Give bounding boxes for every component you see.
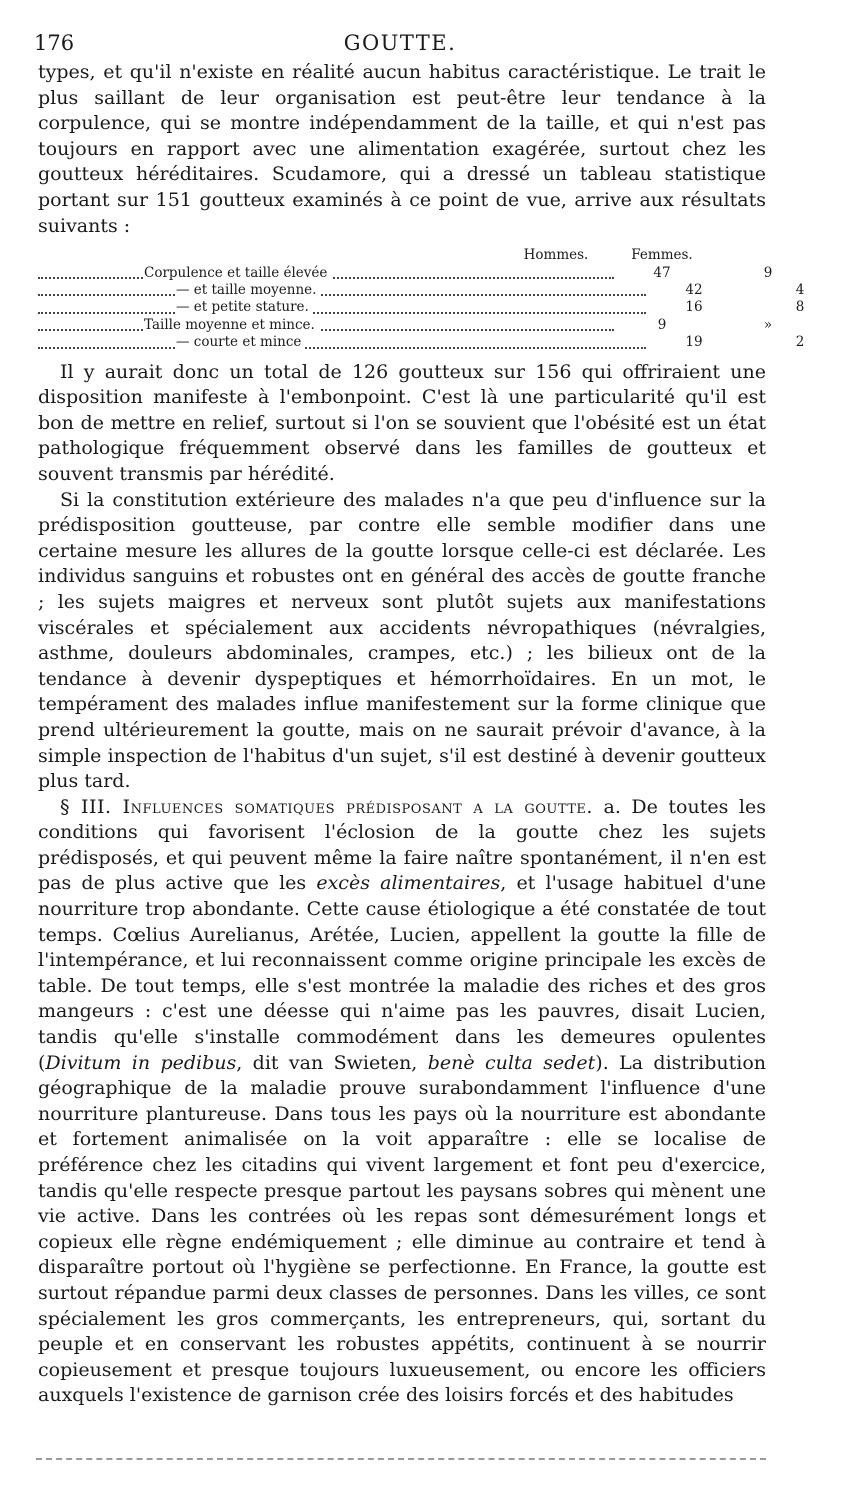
row-label: — et petite stature.	[176, 299, 313, 315]
page-number: 176	[34, 31, 75, 55]
column-header-men: Hommes.	[523, 247, 589, 264]
row-men-value: 42	[685, 281, 703, 298]
body-text	[38, 60, 805, 1409]
row-men-value: 16	[685, 299, 703, 316]
latin-quote: benè culta sedet	[427, 1051, 596, 1074]
running-title: GOUTTE.	[343, 31, 457, 55]
table-row	[38, 334, 805, 351]
paragraph-1: types, et qu'il n'existe en réalité aucun habitus caractéristique. Le trait le plus saillant de leur organisation est peut-être leur tendance à la corpulence, qui se montre indépendamment de la taille, et qui n'est pas toujours en rapport avec une alimentation exagérée, surtout chez les goutteux héréditaires. Scudamore, qui a dressé un tableau statistique portant sur 151 goutteux examinés à ce point de vue, arrive aux résultats suivants :	[38, 61, 766, 237]
footer-dashed-rule	[36, 1458, 766, 1460]
table-row	[38, 281, 805, 299]
emphasis: excès alimentaires	[316, 872, 501, 895]
column-header-women: Femmes.	[631, 247, 693, 264]
row-women-value: 9	[763, 264, 773, 281]
row-label: — courte et mince	[176, 334, 305, 350]
section-heading: § III. Influences somatiques prédisposant a la goutte.	[60, 795, 593, 818]
statistics-table-header	[38, 247, 766, 264]
row-women-value: 2	[795, 334, 805, 351]
row-men-value: 19	[685, 334, 703, 351]
table-row	[38, 299, 805, 316]
statistics-table	[38, 247, 805, 351]
paragraph-4: § III. Influences somatiques prédisposant a la goutte. a. De toutes les conditions qui favorisent l'éclosion de la goutte chez les sujets prédisposés, et qui peuvent même la faire naître spontanément, il n'en est pas de plus active que les excès alimentaires, et l'usage habituel d'une nourriture trop abondante. Cette cause étiologique a été constatée de tout temps. Cœlius Aurelianus, Arétée, Lucien, appellent la goutte la fille de l'intempérance, et lui reconnaissent comme origine principale les excès de table. De tout temps, elle s'est montrée la maladie des riches et des gros mangeurs : c'est une déesse qui n'aime pas les pauvres, disait Lucien, tandis qu'elle s'installe commodément dans les demeures opulentes (Divitum in pedibus, dit van Swieten, benè culta sedet). La distribution géographique de la maladie prouve surabondamment l'influence d'une nourriture plantureuse. Dans tous les pays où la nourriture est abondante et fortement animalisée on la voit apparaître : elle se localise de préférence chez les citadins qui vivent largement et font peu d'exercice, tandis qu'elle respecte presque partout les paysans sobres qui mènent une vie active. Dans les contrées où les repas sont démesurément longs et copieux elle règne endémiquement ; elle diminue au contraire et tend à disparaître portout où l'hygiène se perfectionne. En France, la goutte est surtout répandue parmi deux classes de personnes. Dans les villes, ce sont spécialement les gros commerçants, les entrepreneurs, qui, sortant du peuple et en conservant les robustes appétits, continuent à se nourrir copieusement et presque toujours luxueusement, ou encore les officiers auxquels l'existence de garnison crée des loisirs forcés et des habitudes	[38, 795, 766, 1407]
row-men-value: 47	[653, 264, 671, 281]
row-women-value: »	[763, 316, 773, 333]
row-men-value: 9	[657, 316, 667, 333]
row-label: Taille moyenne et mince.	[144, 317, 319, 333]
page-header	[34, 30, 766, 56]
table-row	[38, 264, 773, 282]
paragraph-3: Si la constitution extérieure des malades n'a que peu d'influence sur la prédisposition goutteuse, par contre elle semble modifier dans une certaine mesure les allures de la goutte lorsque celle-ci est déclarée. Les individus sanguins et robustes ont en général des accès de goutte franche ; les sujets maigres et nerveux sont plutôt sujets aux manifestations viscérales et spécialement aux accidents névropathiques (névralgies, asthme, douleurs abdominales, crampes, etc.) ; les bilieux ont de la tendance à devenir dyspeptiques et hémorrhoïdaires. En un mot, le tempérament des malades influe manifestement sur la forme clinique que prend ultérieurement la goutte, mais on ne saurait prévoir d'avance, à la simple inspection de l'habitus d'un sujet, s'il est destiné à devenir goutteux plus tard.	[38, 488, 766, 793]
row-women-value: 4	[795, 281, 805, 298]
row-label: — et taille moyenne.	[176, 282, 320, 298]
paragraph-2: Il y aurait donc un total de 126 goutteux sur 156 qui offriraient une disposition manifeste à l'embonpoint. C'est là une particularité qu'il est bon de mettre en relief, surtout si l'on se souvient que l'obésité est un état pathologique fréquemment observé dans les familles de goutteux et souvent transmis par hérédité.	[38, 360, 766, 485]
latin-quote: Divitum in pedibus	[45, 1051, 237, 1074]
row-women-value: 8	[795, 299, 805, 316]
table-row	[38, 316, 773, 334]
row-label: Corpulence et taille élevée	[144, 265, 331, 281]
